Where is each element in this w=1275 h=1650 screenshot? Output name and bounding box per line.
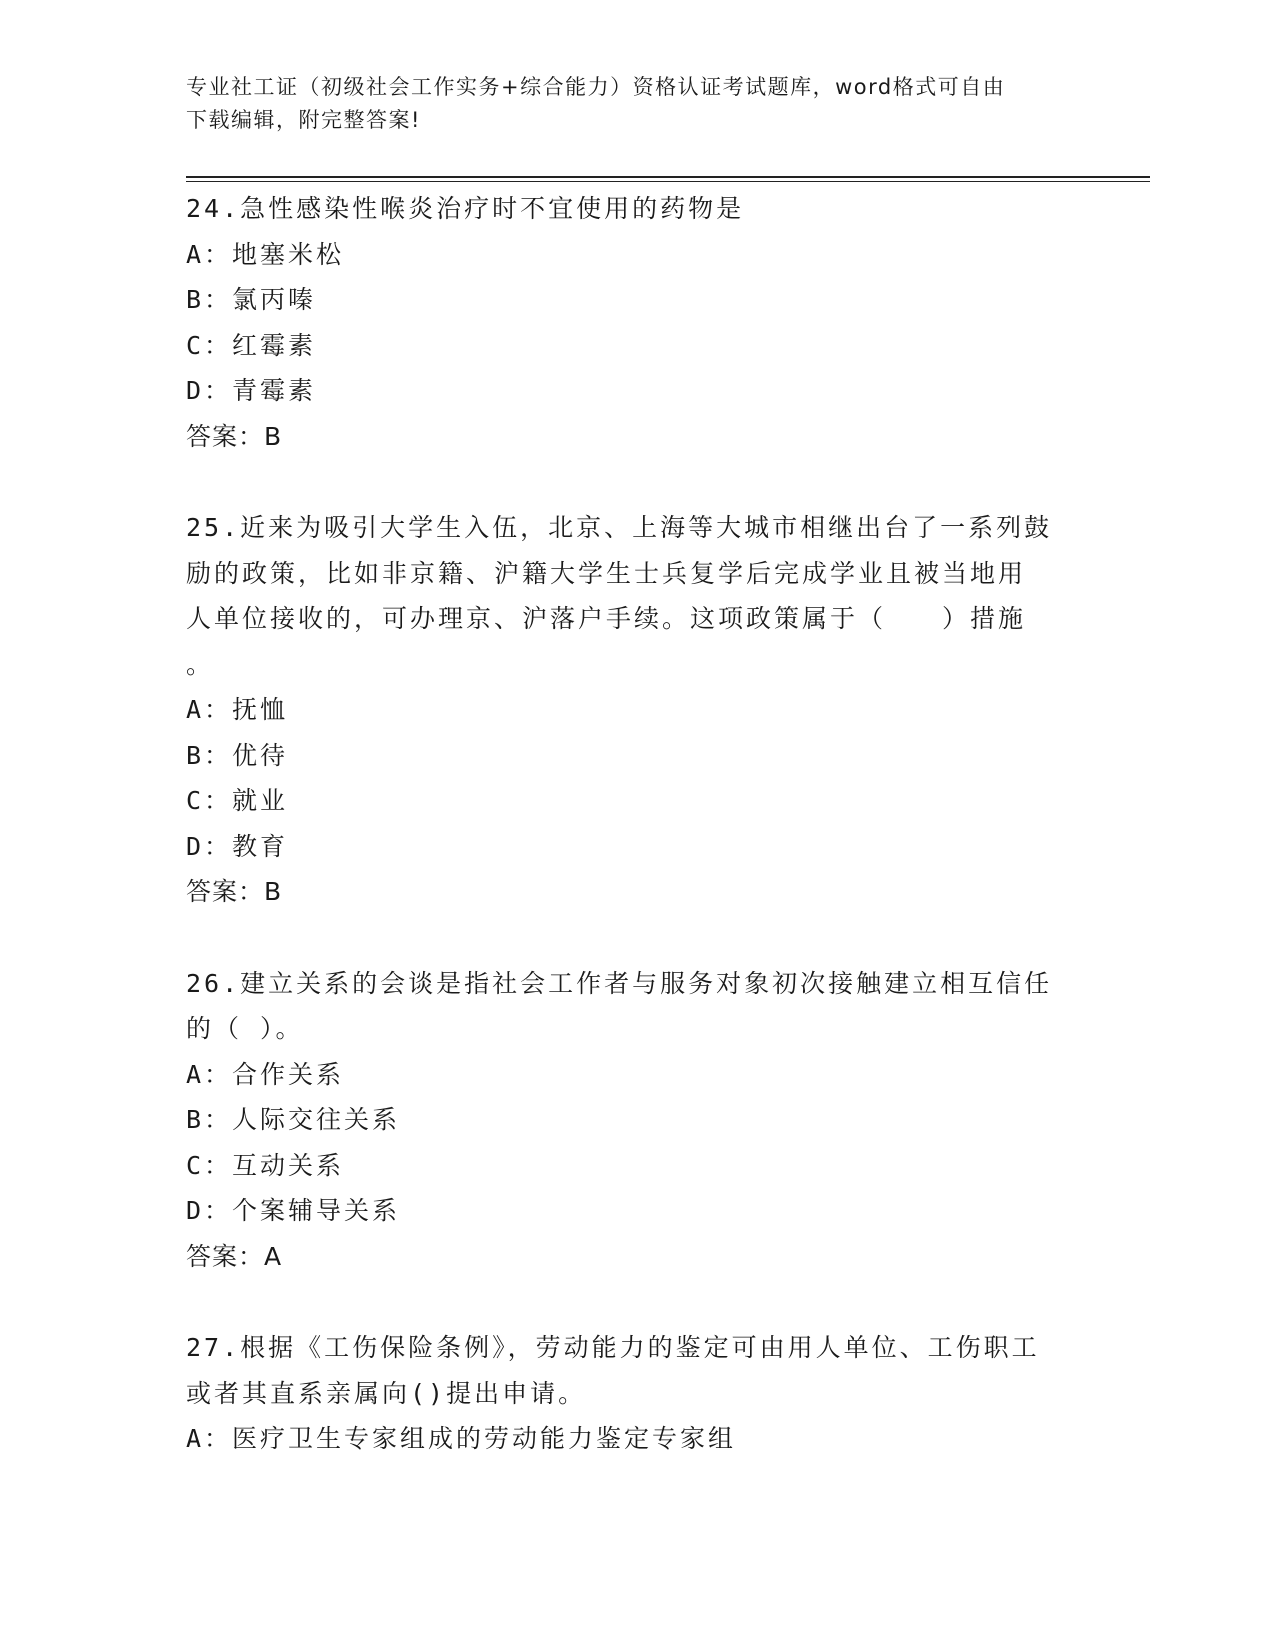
option-a: A：医疗卫生专家组成的劳动能力鉴定专家组 <box>186 1424 737 1453</box>
question-stem: 25.近来为吸引大学生入伍，北京、上海等大城市相继出台了一系列鼓 <box>186 513 1053 542</box>
question-list <box>186 186 1086 1462</box>
option-d: D：教育 <box>186 831 289 861</box>
answer-line: 答案：B <box>186 421 283 451</box>
answer-line: 答案：B <box>186 877 283 906</box>
header-divider-thin <box>186 181 1150 182</box>
question-stem: 或者其直系亲属向()提出申请。 <box>186 1378 587 1408</box>
header-divider-thick <box>186 176 1150 178</box>
option-b: B：优待 <box>186 740 289 770</box>
option-c: C：互动关系 <box>186 1150 345 1180</box>
question-stem: 26.建立关系的会谈是指社会工作者与服务对象初次接触建立相互信任 <box>186 968 1053 998</box>
option-a: A：地塞米松 <box>186 239 345 269</box>
question-25 <box>186 505 1086 915</box>
question-stem: 27.根据《工伤保险条例》，劳动能力的鉴定可由用人单位、工伤职工 <box>186 1333 1040 1362</box>
question-27 <box>186 1325 1086 1462</box>
question-stem: 。 <box>186 649 215 679</box>
question-26 <box>186 961 1086 1280</box>
question-stem: 励的政策，比如非京籍、沪籍大学生士兵复学后完成学业且被当地用 <box>186 558 1027 588</box>
question-stem: 人单位接收的，可办理京、沪落户手续。这项政策属于（ ）措施 <box>186 604 1027 633</box>
option-b: B：人际交往关系 <box>186 1105 401 1134</box>
option-d: D：个案辅导关系 <box>186 1196 401 1225</box>
answer-line: 答案：A <box>186 1241 283 1271</box>
option-c: C：就业 <box>186 786 289 815</box>
option-b: B：氯丙嗪 <box>186 285 317 314</box>
option-c: C：红霉素 <box>186 330 317 360</box>
header-line-2: 下载编辑，附完整答案! <box>186 108 421 132</box>
option-a: A：抚恤 <box>186 695 289 724</box>
question-stem: 的（ ）。 <box>186 1014 304 1043</box>
question-stem: 24.急性感染性喉炎治疗时不宜使用的药物是 <box>186 194 745 223</box>
option-a: A：合作关系 <box>186 1059 345 1089</box>
header-line-1: 专业社工证（初级社会工作实务+综合能力）资格认证考试题库，word格式可自由 <box>186 75 1006 99</box>
question-24 <box>186 186 1086 459</box>
document-header <box>186 71 1086 137</box>
option-d: D：青霉素 <box>186 376 317 405</box>
